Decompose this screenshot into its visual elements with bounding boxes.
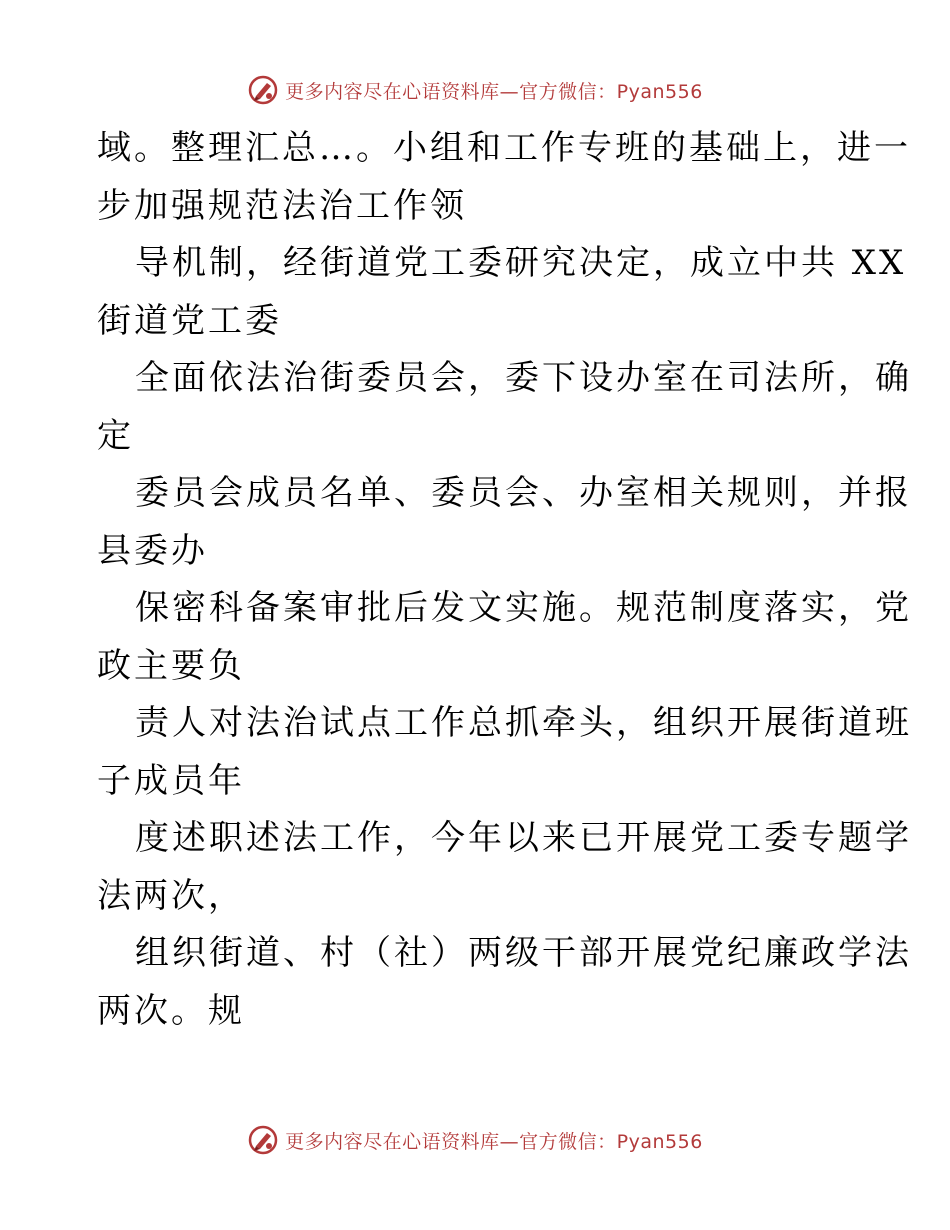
body-line: 政主要负 [97,645,245,686]
body-line: 街道党工委 [97,300,282,341]
body-line: 责人对法治试点工作总抓牵头，组织开展街道班 [135,703,912,743]
header-banner-text: 更多内容尽在心语资料库—官方微信：Pyan556 [285,80,703,103]
body-line: 组织街道、村（社）两级干部开展党纪廉政学法 [135,933,912,973]
document-body [97,120,912,1040]
body-line: 步加强规范法治工作领 [97,185,467,226]
pen-seal-logo-icon [247,1124,279,1156]
body-line: 度述职述法工作，今年以来已开展党工委专题学 [135,818,912,858]
body-line: 域。整理汇总…。小组和工作专班的基础上，进一 [97,128,911,168]
body-line: 子成员年 [97,760,245,801]
body-line: 保密科备案审批后发文实施。规范制度落实，党 [135,588,912,628]
footer-banner [0,1120,950,1160]
footer-banner-text: 更多内容尽在心语资料库—官方微信：Pyan556 [285,1130,703,1153]
pen-seal-logo-icon [247,74,279,106]
body-line: 导机制，经街道党工委研究决定，成立中共 XX [135,243,907,283]
body-line: 定 [97,415,134,456]
body-line: 法两次， [97,875,245,916]
body-line: 两次。规 [97,990,245,1031]
body-line: 全面依法治街委员会，委下设办室在司法所，确 [135,358,912,398]
body-line: 县委办 [97,530,208,571]
header-banner [0,70,950,110]
body-line: 委员会成员名单、委员会、办室相关规则，并报 [135,473,912,513]
